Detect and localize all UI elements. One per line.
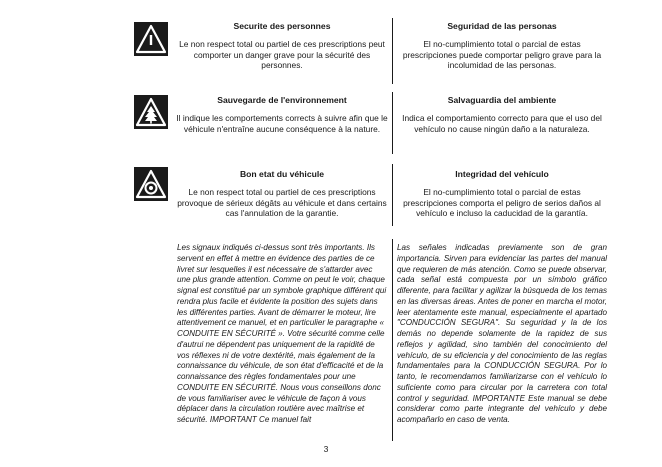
section-text: El no-cumplimiento total o parcial de estas prescripciones puede comportar peligro grave para la incolumidad de las personas. — [402, 39, 602, 71]
section-environment-fr — [176, 95, 388, 134]
section-title: Securite des personnes — [233, 21, 331, 31]
environment-tree-icon — [134, 95, 168, 129]
section-safety-fr — [176, 21, 388, 71]
column-divider — [392, 18, 393, 84]
section-title: Salvaguardia del ambiente — [447, 95, 557, 105]
page-number: 3 — [323, 444, 329, 454]
note-paragraph-fr: Les signaux indiqués ci-dessus sont très importants. Ils servent en effet à mettre en évidence des parties de ce livret sur lesquelles il est nécessaire de s'attarder avec une plus grande attention. Comme on peut le voir, chaque signal est constitué par un symbole graphique différent qui rendra plus facile et évidente la position des sujets dans les différentes parties. Avant de démarrer le moteur, lire attentivement ce manuel, et en particulier le paragraphe « CONDUITE EN SÉCURITÉ ». Votre sécurité comme celle d'autrui ne dépendent pas uniquement de la rapidité de vos réflexes ni de votre dextérité, mais également de la connaissance du véhicule, de son état d'efficacité et de la connaissance des règles fondamentales pour une CONDUITE EN SÉCURITÉ. Nous vous conseillons donc de vous familiariser avec le véhicule de façon à vous déplacer dans la circulation routière avec maîtrise et sécurité. IMPORTANT Ce manuel fait — [177, 243, 387, 424]
section-text: Indica el comportamiento correcto para que el uso del vehículo no cause ningún daño a la naturaleza. — [402, 113, 602, 134]
column-divider — [392, 239, 393, 441]
warning-triangle-icon — [134, 22, 168, 56]
section-text: Il indique les comportements corrects à suivre afin que le véhicule n'entraîne aucune conséquence à la nature. — [176, 113, 388, 134]
vehicle-integrity-icon — [134, 167, 168, 201]
section-title: Bon etat du véhicule — [239, 169, 325, 179]
section-vehicle-fr — [176, 169, 388, 219]
column-divider — [392, 164, 393, 226]
section-text: Le non respect total ou partiel de ces prescriptions provoque de sérieux dégâts au véhicule et dans certains cas l'annulation de la garantie. — [177, 187, 387, 219]
section-title: Integridad del vehículo — [455, 169, 549, 179]
section-text: El no-cumplimiento total o parcial de estas prescripciones comporta el peligro de serios daños al vehículo e incluso la caducidad de la garantía. — [403, 187, 601, 219]
section-vehicle-es — [396, 169, 608, 219]
section-environment-es — [396, 95, 608, 134]
section-title: Sauvegarde de l'environnement — [217, 95, 347, 105]
section-title: Seguridad de las personas — [447, 21, 557, 31]
section-safety-es — [396, 21, 608, 71]
note-paragraph-es: Las señales indicadas previamente son de gran importancia. Sirven para evidenciar las partes del manual que requieren de más atención. Como se puede observar, cada señal está compuesta por un símbolo gráfico diferente, para facilitar y agilizar la búsqueda de los temas en las diversas áreas. Antes de poner en marcha el motor, leer atentamente este manual, especialmente el apartado "CONDUCCIÓN SEGURA". Su seguridad y la de los demás no depende solamente de la rapidez de sus reflejos y agilidad, sino también del conocimiento del vehículo, de su eficiencia y del conocimiento de las reglas fundamentales para la CONDUCCIÓN SEGURA. Por lo tanto, le recomendamos familiarizarse con el vehículo lo suficiente como para circular por la carretera con total control y seguridad. IMPORTANTE Este manual se debe considerar como parte integrante del vehículo y debe acompañarlo en caso de venta. — [397, 243, 607, 424]
column-divider — [392, 92, 393, 154]
section-text: Le non respect total ou partiel de ces prescriptions peut comporter un danger grave pour la sécurité des personnes. — [179, 39, 385, 71]
